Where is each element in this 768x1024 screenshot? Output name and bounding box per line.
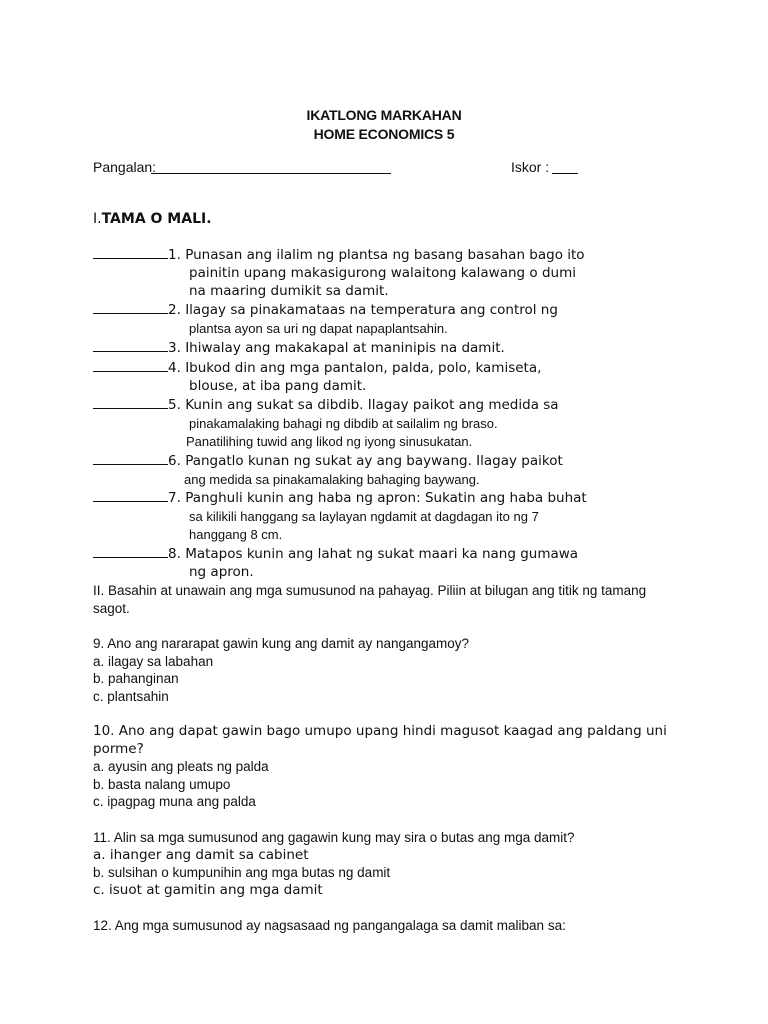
worksheet-header [0, 106, 768, 144]
option-a: a. ihanger ang damit sa cabinet [93, 846, 309, 863]
answer-blank [93, 338, 168, 352]
answer-blank [93, 488, 168, 502]
tf-item-text: hanggang 8 cm. [189, 526, 283, 542]
section-1-title: TAMA O MALI. [101, 211, 212, 227]
option-b: b. pahanginan [93, 671, 179, 687]
question-text: porme? [93, 740, 144, 757]
tf-item-6 [93, 451, 693, 489]
tf-item-text: Ibukod din ang mga pantalon, palda, polo, kamiseta, [185, 359, 542, 376]
tf-item-text: Panghuli kunin ang haba ng apron: Sukatin ang haba buhat [185, 490, 587, 507]
section-1-heading [93, 210, 212, 229]
option-c: c. plantsahin [93, 688, 169, 704]
tf-item-text: Matapos kunin ang lahat ng sukat maari ka nang gumawa [185, 545, 579, 562]
answer-blank [93, 358, 168, 372]
option-c: c. isuot at gamitin ang mga damit [93, 881, 323, 898]
tf-item-4 [93, 358, 693, 396]
tf-item-number: 7. [168, 490, 181, 507]
tf-item-text: sa kilikili hanggang sa laylayan ngdamit at dagdagan ito ng 7 [189, 509, 539, 525]
tf-item-text: blouse, at iba pang damit. [189, 377, 367, 394]
section-1-number: I. [93, 211, 102, 227]
question-text: 11. Alin sa mga sumusunod ang gagawin kung may sira o butas ang mga damit? [93, 830, 575, 845]
tf-item-number: 2. [168, 302, 181, 319]
option-c: c. ipagpag muna ang palda [93, 794, 256, 810]
tf-item-number: 3. [168, 339, 181, 356]
tf-item-text: plantsa ayon sa uri ng dapat napaplantsahin. [189, 321, 448, 337]
question-10 [93, 723, 703, 811]
tf-item-text: na maaring dumikit sa damit. [189, 282, 389, 299]
tf-item-2 [93, 300, 693, 338]
tf-item-number: 8. [168, 545, 181, 562]
tf-item-8 [93, 544, 693, 582]
question-text: 12. Ang mga sumusunod ay nagsasaad ng pangangalaga sa damit maliban sa: [93, 918, 566, 933]
tf-item-text: Ilagay sa pinakamataas na temperatura ang control ng [185, 302, 558, 319]
question-text: 10. Ano ang dapat gawin bago umupo upang hindi magusot kaagad ang paldang uni [93, 723, 667, 739]
tf-item-1 [93, 245, 693, 300]
question-text: 9. Ano ang nararapat gawin kung ang damit ay nangangamoy? [93, 636, 470, 651]
answer-blank [93, 395, 168, 409]
option-b: b. sulsihan o kumpunihin ang mga butas ng damit [93, 865, 391, 881]
tf-item-number: 4. [168, 359, 181, 376]
tf-item-text: ang medida sa pinakamalaking bahaging baywang. [184, 471, 480, 487]
name-label: Pangalan: [93, 159, 157, 175]
option-b: b. basta nalang umupo [93, 776, 231, 792]
answer-blank [93, 451, 168, 465]
score-label: Iskor : [511, 159, 550, 175]
section-2-instructions [93, 582, 693, 617]
tf-item-text: Kunin ang sukat sa dibdib. Ilagay paikot ang medida sa [185, 397, 559, 414]
instructions-line: sagot. [93, 600, 130, 616]
question-9 [93, 635, 703, 705]
tf-item-5 [93, 395, 693, 450]
instructions-line: II. Basahin at unawain ang mga sumusunod na pahayag. Piliin at bilugan ang titik ng tamang [93, 583, 647, 598]
tf-item-number: 6. [168, 452, 181, 469]
subject-title: HOME ECONOMICS 5 [313, 126, 455, 142]
tf-item-text: Pangatlo kunan ng sukat ay ang baywang. Ilagay paikot [185, 452, 563, 469]
tf-item-number: 1. [168, 247, 181, 263]
tf-item-text: ng apron. [189, 563, 254, 580]
tf-item-text: Ihiwalay ang makakapal at maninipis na damit. [185, 339, 505, 356]
tf-item-text: Punasan ang ilalim ng plantsa ng basang basahan bago ito [185, 247, 585, 263]
option-a: a. ayusin ang pleats ng palda [93, 759, 269, 775]
score-blank-line [552, 173, 578, 174]
answer-blank [93, 544, 168, 558]
tf-item-3 [93, 338, 693, 358]
true-false-list [93, 245, 693, 581]
tf-item-7 [93, 488, 693, 543]
tf-item-text: Panatilihing tuwid ang likod ng iyong sinusukatan. [186, 433, 473, 449]
option-a: a. ilagay sa labahan [93, 653, 214, 669]
answer-blank [93, 300, 168, 314]
name-blank-line [151, 173, 391, 174]
tf-item-number: 5. [168, 397, 181, 414]
question-11 [93, 829, 703, 899]
tf-item-text: painitin upang makasigurong walaitong kalawang o dumi [189, 264, 576, 281]
answer-blank [93, 245, 168, 259]
quarter-title: IKATLONG MARKAHAN [306, 107, 462, 123]
question-12 [93, 917, 703, 935]
tf-item-text: pinakamalaking bahagi ng dibdib at sailalim ng braso. [189, 416, 498, 432]
